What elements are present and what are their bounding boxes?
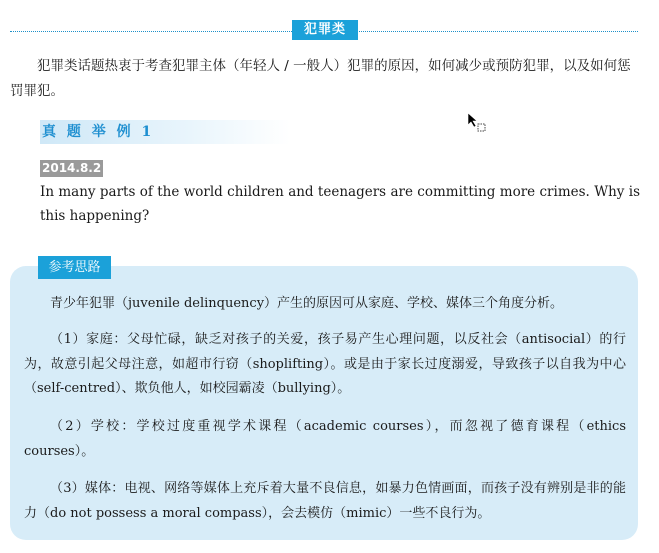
mouse-pointer-icon bbox=[467, 112, 487, 138]
reference-paragraph: （3）媒体：电视、网络等媒体上充斥着大量不良信息，如暴力色情画面，而孩子没有辨别是非的能力（do not possess a moral compass），会去模仿（mimic）一些不良行为。 bbox=[24, 481, 626, 521]
example-label: 真 题 举 例 1 bbox=[42, 124, 155, 140]
intro-paragraph: 犯罪类话题热衷于考查犯罪主体（年轻人 / 一般人）犯罪的原因，如何减少或预防犯罪，以及如何惩罚罪犯。 bbox=[10, 58, 631, 99]
reference-paragraph: 青少年犯罪（juvenile delinquency）产生的原因可从家庭、学校、媒体三个角度分析。 bbox=[50, 296, 564, 311]
exam-date-badge: 2014.8.2 bbox=[42, 161, 102, 175]
reference-tab: 参考思路 bbox=[38, 256, 111, 279]
section-title: 犯罪类 bbox=[292, 20, 358, 40]
exam-question: In many parts of the world children and teenagers are committing more crimes. Why is this happening? bbox=[40, 184, 640, 224]
reference-paragraph: （1）家庭：父母忙碌，缺乏对孩子的关爱，孩子易产生心理问题，以反社会（antisocial）的行为，故意引起父母注意，如超市行窃（shoplifting）。或是由于家长过度溺爱，导致孩子以自我为中心（self-centred）、欺负他人，如校园霸凌（bullying）。 bbox=[24, 332, 626, 396]
reference-paragraph: （2）学校：学校过度重视学术课程（academic courses），而忽视了德育课程（ethics courses）。 bbox=[24, 419, 626, 459]
